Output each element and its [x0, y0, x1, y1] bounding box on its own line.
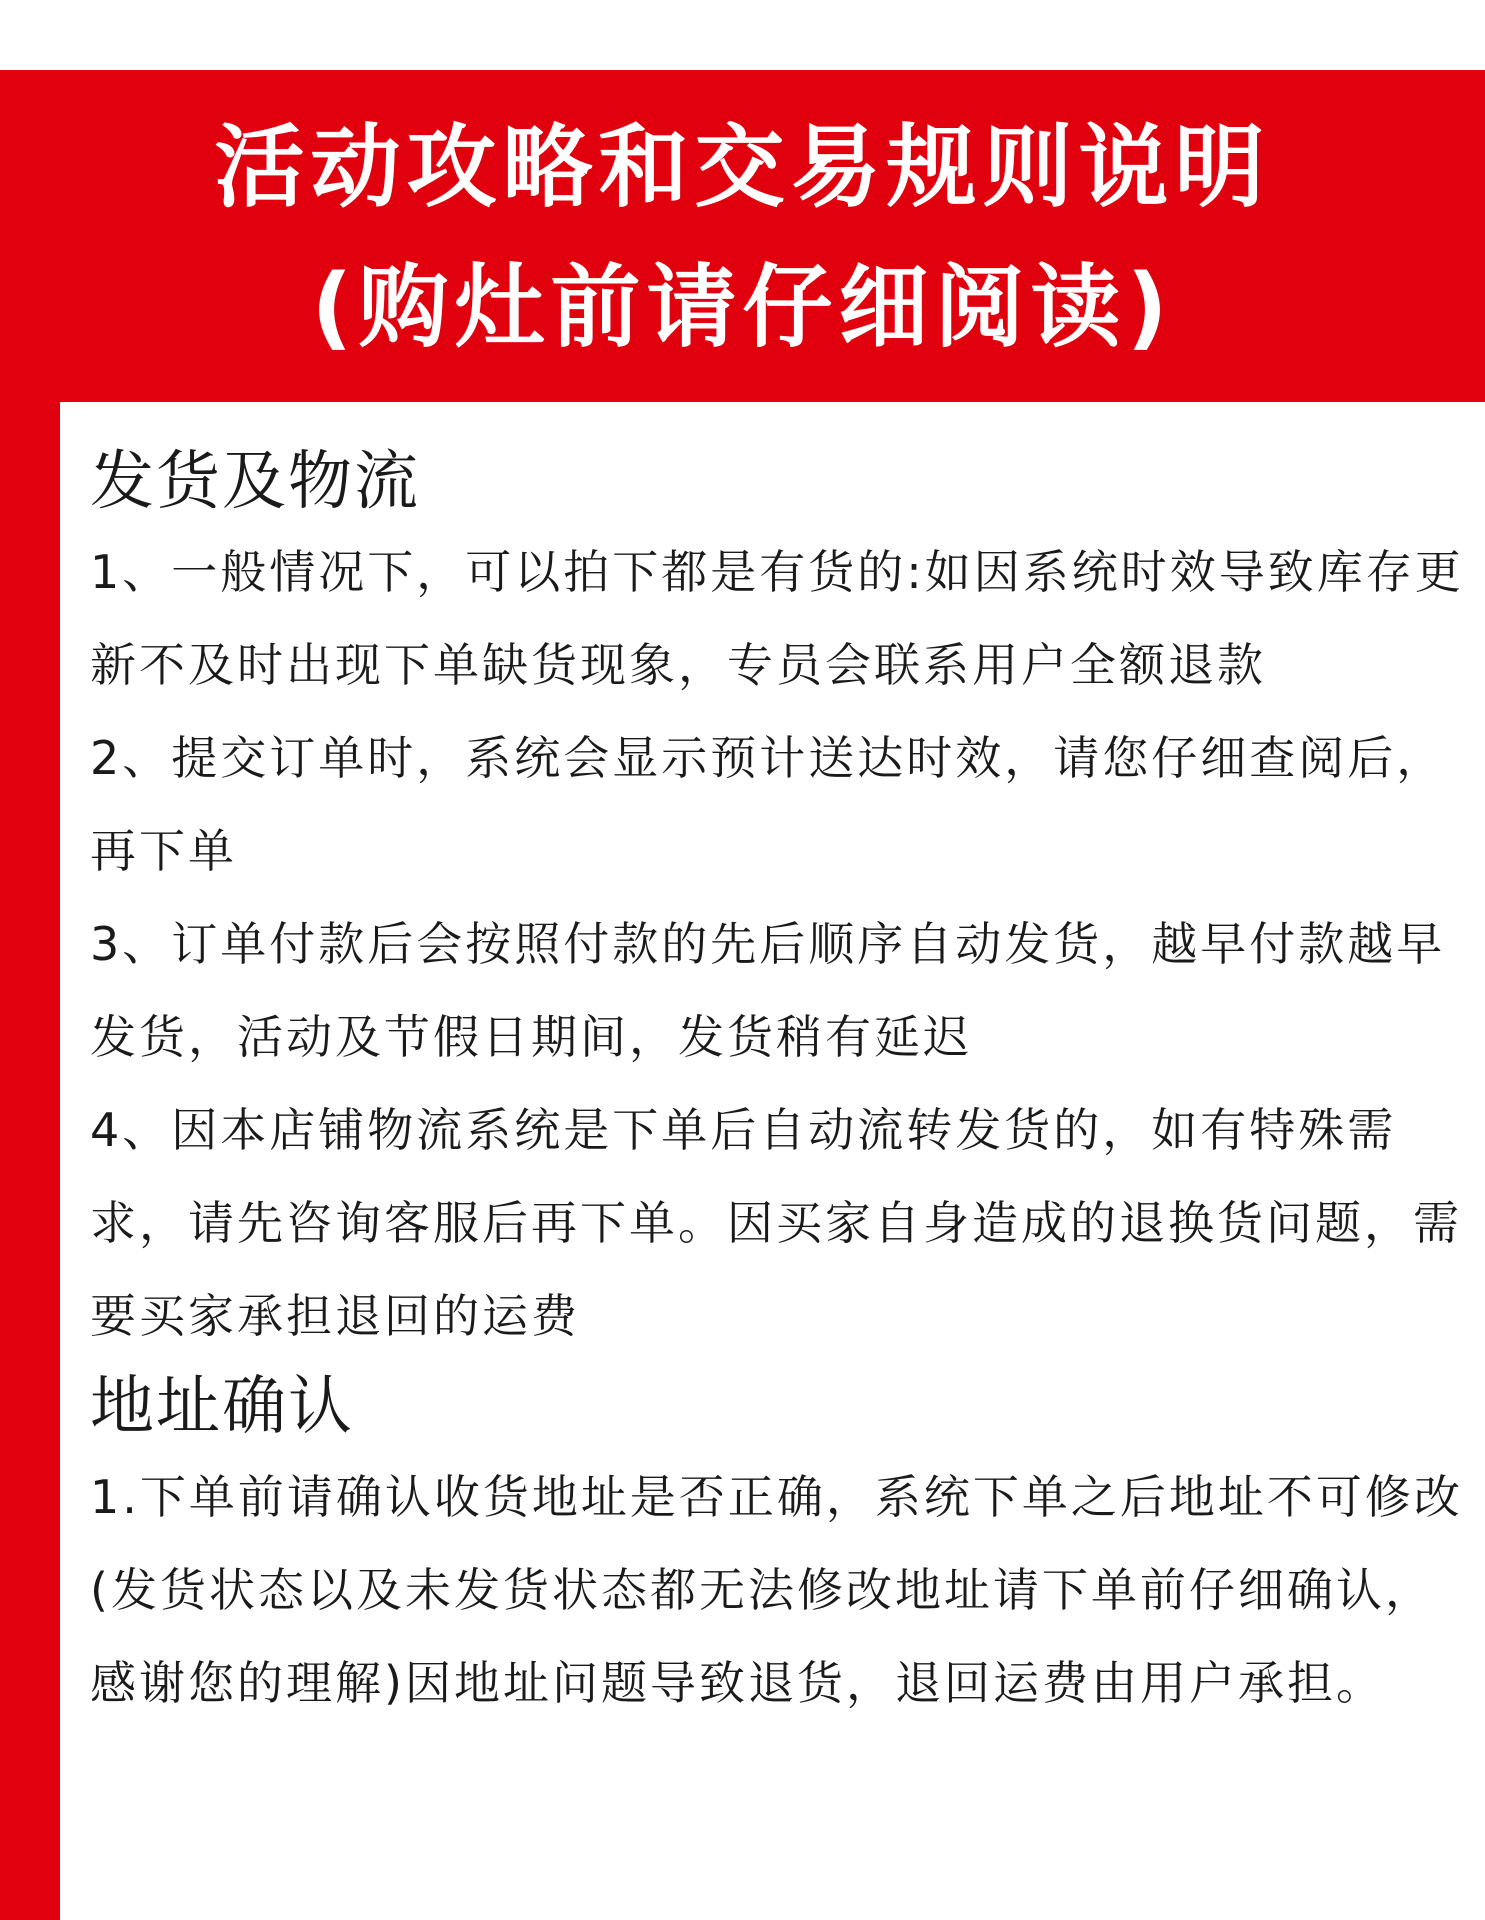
section-shipping [90, 442, 1475, 1363]
page-title: 活动攻略和交易规则说明 [214, 115, 1271, 220]
content-panel [60, 402, 1485, 1920]
rule-item: 3、订单付款后会按照付款的先后顺序自动发货，越早付款越早发货，活动及节假日期间，发货稍有延迟 [90, 917, 1446, 1064]
rule-item: 4、因本店铺物流系统是下单后自动流转发货的，如有特殊需求，请先咨询客服后再下单。因买家自身造成的退换货问题，需要买家承担退回的运费 [90, 1103, 1462, 1343]
rule-item: 2、提交订单时，系统会显示预计送达时效，请您仔细查阅后，再下单 [90, 731, 1446, 878]
page-header [0, 70, 1485, 402]
section-address [90, 1367, 1475, 1730]
section-heading-address: 地址确认 [90, 1370, 354, 1444]
rule-item: 1.下单前请确认收货地址是否正确，系统下单之后地址不可修改(发货状态以及未发货状态都无法修改地址请下单前仔细确认，感谢您的理解)因地址问题导致退货，退回运费由用户承担。 [90, 1470, 1463, 1710]
rule-item: 1、一般情况下，可以拍下都是有货的:如因系统时效导致库存更新不及时出现下单缺货现象，专员会联系用户全额退款 [90, 545, 1464, 692]
section-heading-shipping: 发货及物流 [90, 445, 420, 519]
rules-content [90, 442, 1475, 1730]
page-subtitle: (购灶前请仔细阅读) [311, 255, 1174, 360]
